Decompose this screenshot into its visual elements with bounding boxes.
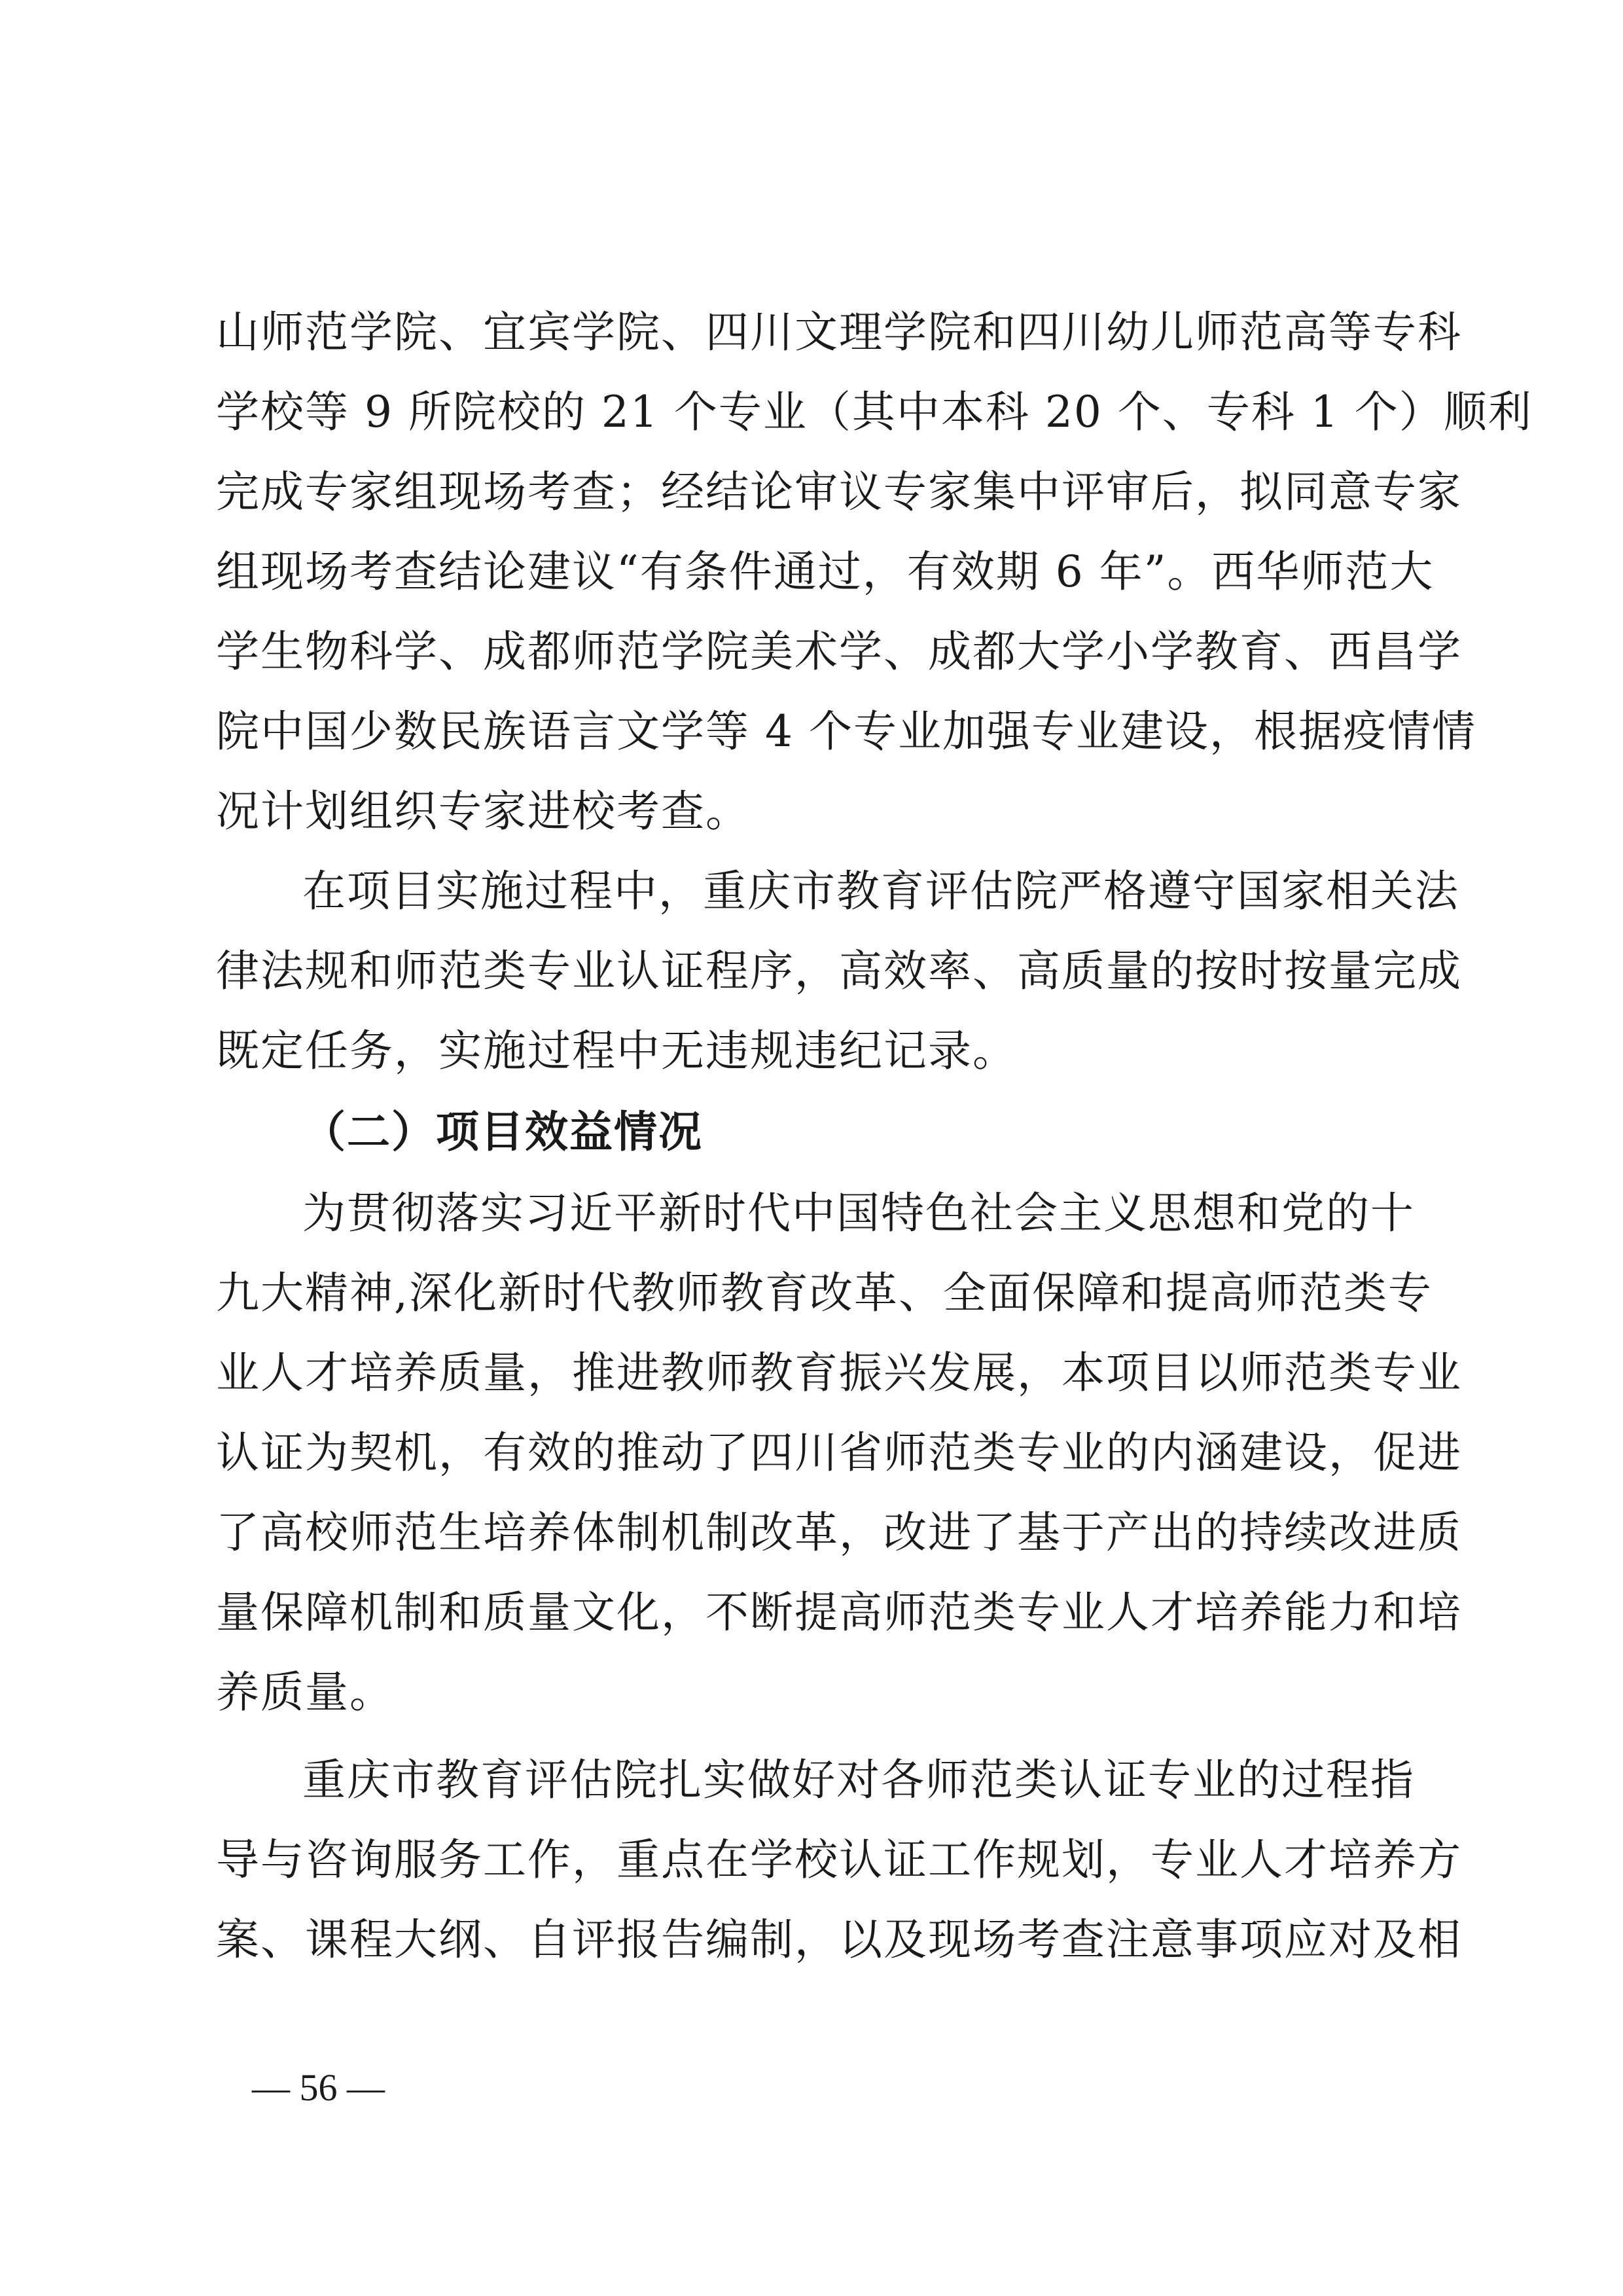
paragraph-4-line-3: 案、课程大纲、自评报告编制，以及现场考查注意事项应对及相 [216,1914,1462,1965]
section-heading: （二）项目效益情况 [302,1107,703,1157]
paragraph-1-line-1: 山师范学院、宜宾学院、四川文理学院和四川幼儿师范高等专科 [216,307,1462,357]
paragraph-1-line-3: 完成专家组现场考查；经结论审议专家集中评审后，拟同意专家 [216,467,1462,517]
paragraph-1-line-4: 组现场考查结论建议“有条件通过，有效期 6 年”。西华师范大 [216,547,1435,597]
paragraph-2-line-1: 在项目实施过程中，重庆市教育评估院严格遵守国家相关法 [302,866,1459,916]
paragraph-2-line-2: 律法规和师范类专业认证程序，高效率、高质量的按时按量完成 [216,946,1462,996]
paragraph-3-line-5: 了高校师范生培养体制机制改革，改进了基于产出的持续改进质 [216,1507,1462,1558]
paragraph-1-line-6: 院中国少数民族语言文学等 4 个专业加强专业建设，根据疫情情 [216,706,1476,757]
paragraph-3-line-2: 九大精神,深化新时代教师教育改革、全面保障和提高师范类专 [216,1268,1433,1318]
paragraph-3-line-4: 认证为契机，有效的推动了四川省师范类专业的内涵建设，促进 [216,1427,1462,1478]
paragraph-1-line-7: 况计划组织专家进校考查。 [216,786,750,836]
paragraph-1-line-2: 学校等 9 所院校的 21 个专业（其中本科 20 个、专科 1 个）顺利 [216,387,1533,437]
paragraph-1-line-5: 学生物科学、成都师范学院美术学、成都大学小学教育、西昌学 [216,626,1462,677]
page-number: — 56 — [252,2066,385,2109]
paragraph-4-line-1: 重庆市教育评估院扎实做好对各师范类认证专业的过程指 [302,1755,1415,1805]
paragraph-2-line-3: 既定任务，实施过程中无违规违纪记录。 [216,1026,1017,1076]
paragraph-4-line-2: 导与咨询服务工作，重点在学校认证工作规划，专业人才培养方 [216,1835,1462,1885]
paragraph-3-line-1: 为贯彻落实习近平新时代中国特色社会主义思想和党的十 [302,1188,1415,1238]
paragraph-3-line-7: 养质量。 [216,1667,394,1717]
paragraph-3-line-6: 量保障机制和质量文化，不断提高师范类专业人才培养能力和培 [216,1587,1462,1638]
paragraph-3-line-3: 业人才培养质量，推进教师教育振兴发展，本项目以师范类专业 [216,1348,1462,1398]
